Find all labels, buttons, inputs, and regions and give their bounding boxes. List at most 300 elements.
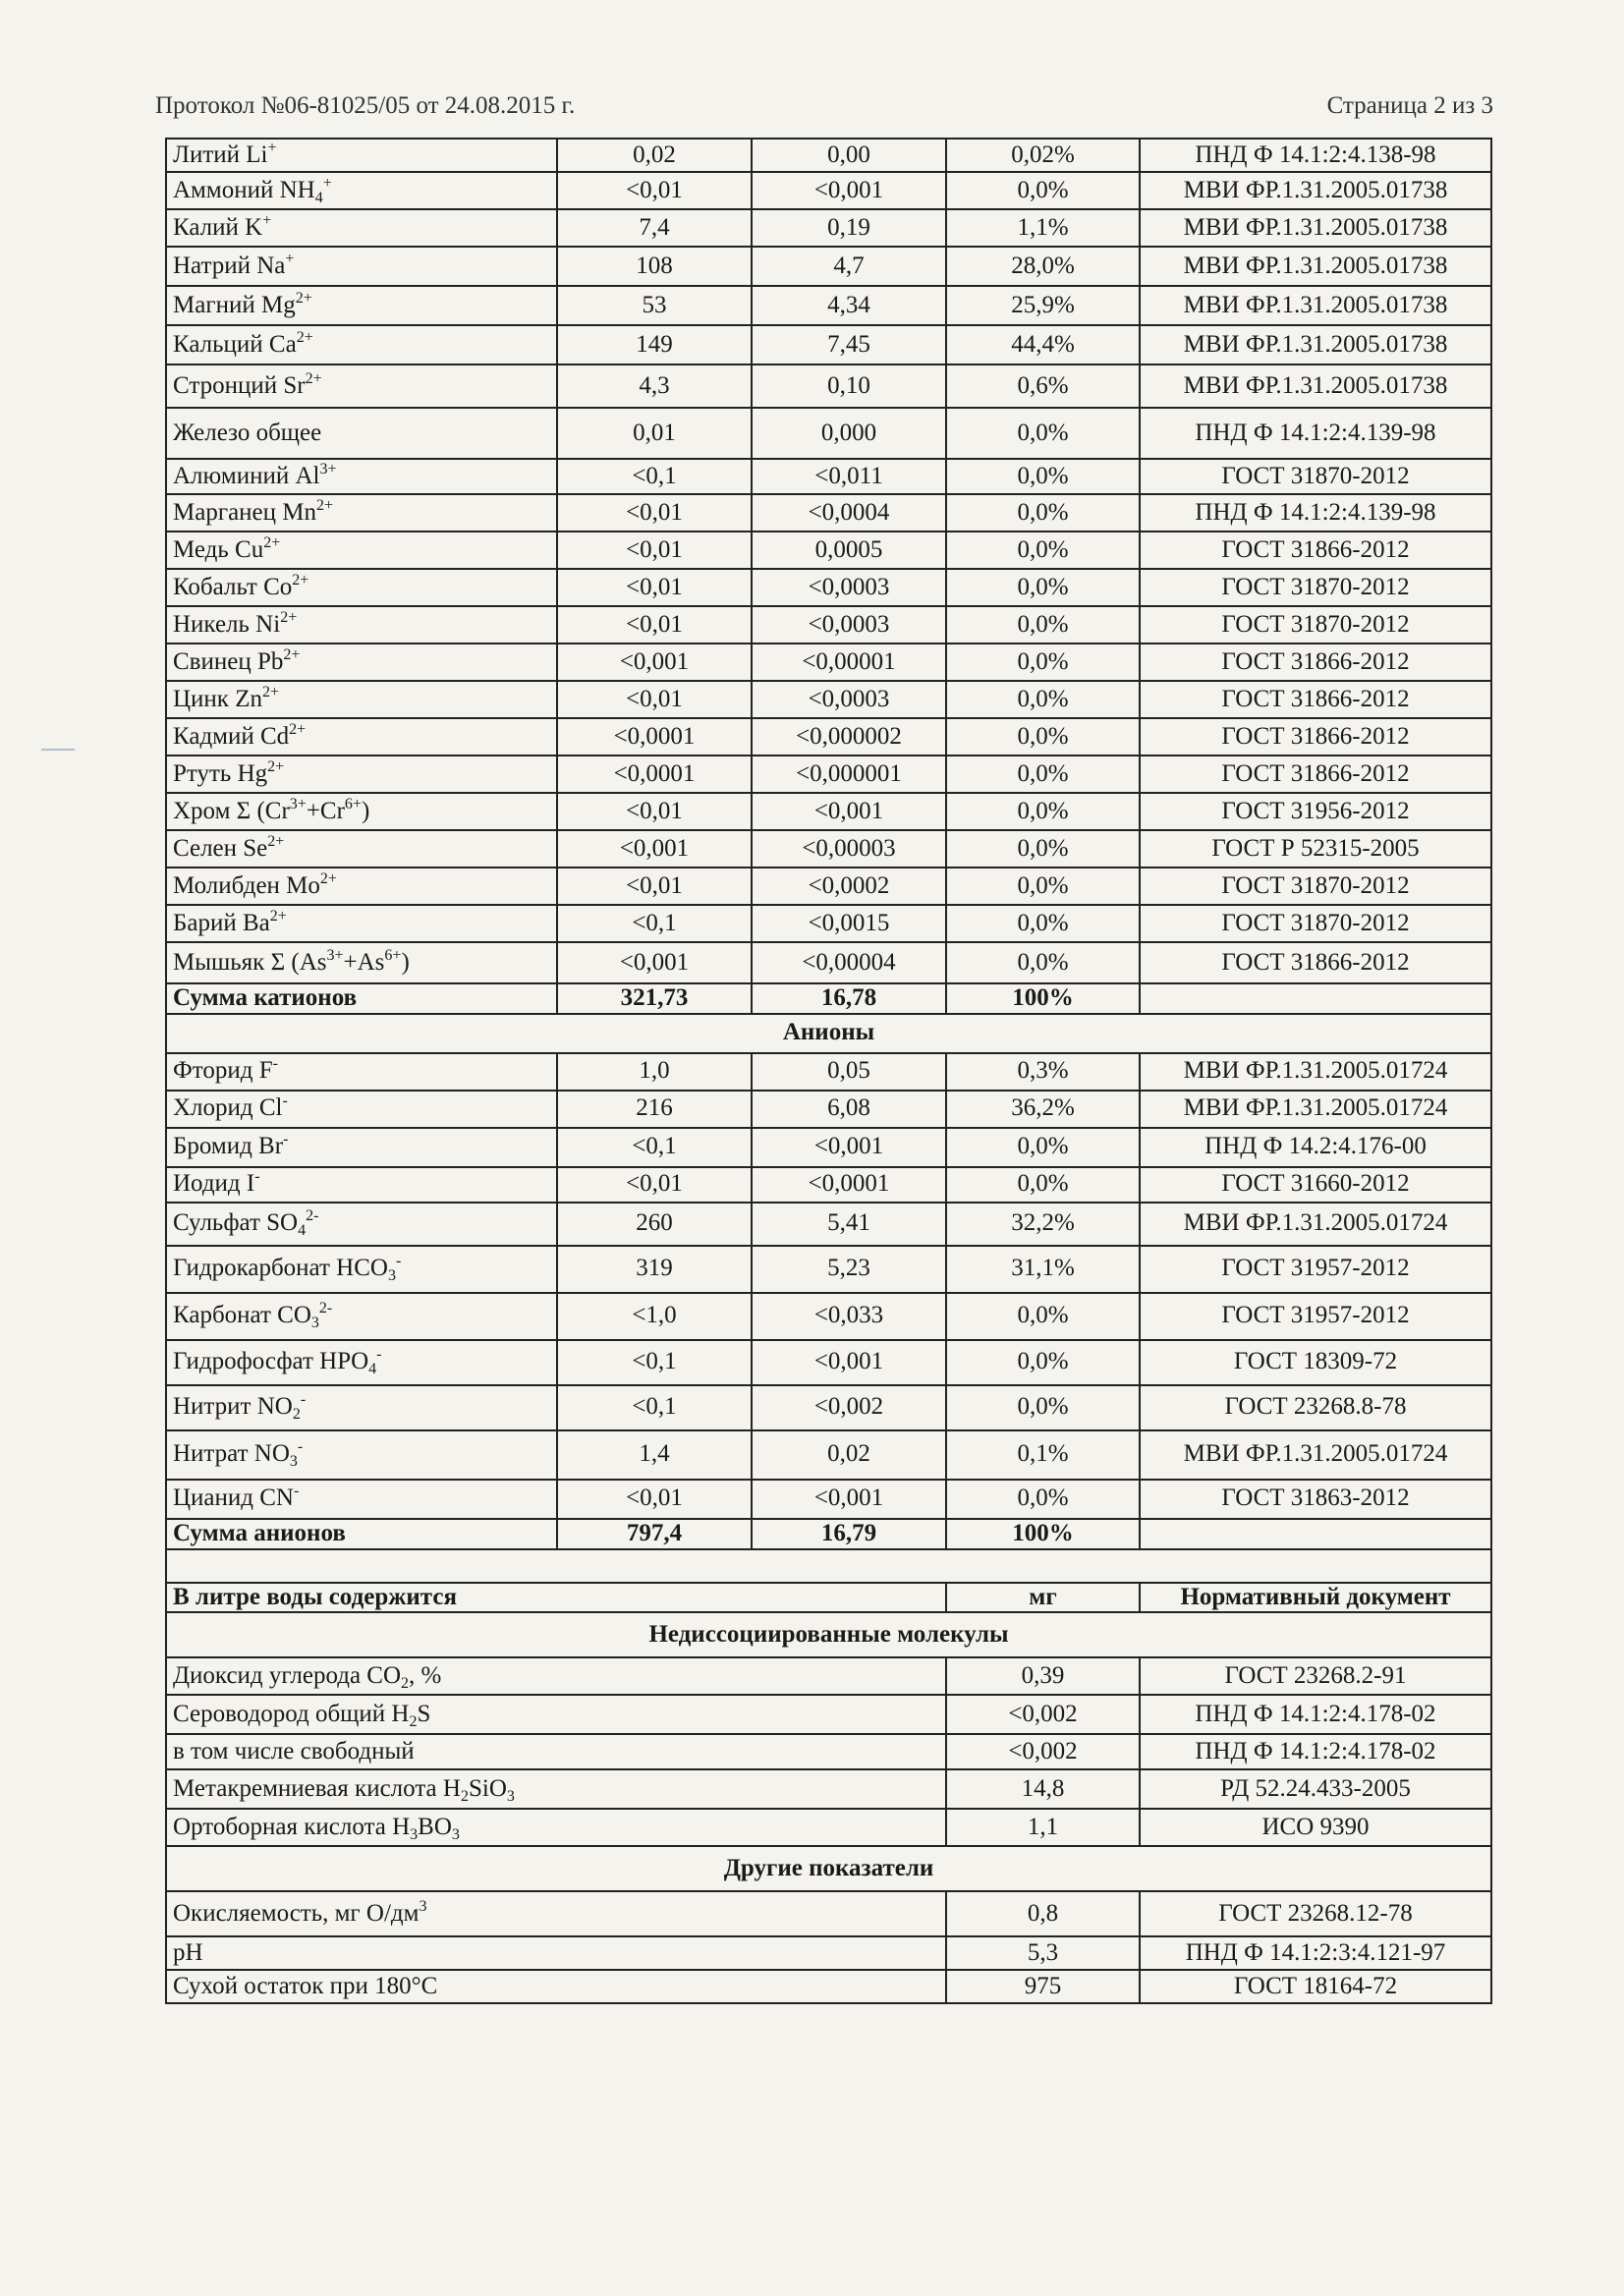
item-name-text: Окисляемость, мг O/дм	[173, 1899, 420, 1927]
item-name	[166, 364, 557, 408]
value-mmol: <0,011	[752, 459, 946, 494]
item-name-text: Свинец Pb	[173, 647, 284, 675]
normative-doc: ПНД Ф 14.1:2:4.178-02	[1140, 1695, 1491, 1734]
value-mmol: <0,00004	[752, 942, 946, 983]
value-mg: <0,01	[557, 793, 752, 830]
item-name-text: Марганец Mn	[173, 498, 317, 526]
anion-row	[166, 1053, 1491, 1091]
item-name-text: Нитрит NO	[173, 1393, 293, 1421]
item-superscript: 2+	[319, 869, 337, 887]
value-mmol: <0,033	[752, 1293, 946, 1340]
normative-doc: МВИ ФР.1.31.2005.01738	[1140, 172, 1491, 209]
item-superscript: -	[254, 1168, 260, 1186]
item-name	[166, 1167, 557, 1203]
molecule-row	[166, 1809, 1491, 1846]
analysis-table	[165, 138, 1492, 2004]
value-pct: 0,0%	[946, 494, 1140, 532]
cation-row	[166, 494, 1491, 532]
cation-row	[166, 325, 1491, 364]
item-superscript: 2+	[289, 720, 307, 738]
value-mmol: 5,41	[752, 1203, 946, 1246]
blank-row	[166, 1549, 1491, 1583]
value-mg: <0,001	[557, 644, 752, 681]
item-name-text: Аммоний NH	[173, 176, 315, 203]
item-superscript: 3+	[289, 795, 307, 812]
value-pct: 44,4%	[946, 325, 1140, 364]
molecule-row	[166, 1657, 1491, 1695]
normative-doc: ГОСТ 31870-2012	[1140, 868, 1491, 905]
item-name	[166, 793, 557, 830]
value-mmol: 0,000	[752, 408, 946, 459]
normative-doc: МВИ ФР.1.31.2005.01738	[1140, 286, 1491, 325]
item-subscript: 3	[410, 1825, 419, 1843]
molecules-section	[166, 1657, 1491, 1846]
item-name-text: Диоксид углерода CO	[173, 1661, 402, 1689]
item-value: 975	[946, 1970, 1140, 2003]
normative-doc: ГОСТ 31866-2012	[1140, 718, 1491, 756]
value-mg: <0,01	[557, 569, 752, 606]
item-name	[166, 1128, 557, 1167]
value-mmol: <0,0001	[752, 1167, 946, 1203]
cation-row	[166, 793, 1491, 830]
normative-doc: ГОСТ 31866-2012	[1140, 681, 1491, 718]
normative-doc: МВИ ФР.1.31.2005.01738	[1140, 325, 1491, 364]
item-superscript: 2+	[263, 533, 281, 551]
item-subscript: 2	[401, 1674, 410, 1692]
value-mmol: 0,19	[752, 209, 946, 247]
normative-doc: ГОСТ 31956-2012	[1140, 793, 1491, 830]
item-superscript: 3+	[326, 946, 344, 964]
value-mg: <0,0001	[557, 718, 752, 756]
cation-row	[166, 139, 1491, 172]
value-mmol: <0,0003	[752, 606, 946, 644]
anion-row	[166, 1246, 1491, 1293]
normative-doc: ГОСТ 31866-2012	[1140, 756, 1491, 793]
item-superscript: -	[282, 1092, 288, 1110]
anion-row	[166, 1340, 1491, 1385]
item-name-text: Молибден Mo	[173, 871, 320, 899]
item-name-text-2: , %	[409, 1661, 442, 1689]
value-pct: 0,0%	[946, 569, 1140, 606]
value-mg: <0,01	[557, 494, 752, 532]
cation-row	[166, 905, 1491, 942]
value-mmol: <0,0003	[752, 681, 946, 718]
item-name-text: Кадмий Cd	[173, 722, 290, 750]
item-name-text-2: S	[417, 1700, 431, 1727]
item-name-text: Гидрокарбонат HCO	[173, 1255, 388, 1282]
value-pct: 0,0%	[946, 793, 1140, 830]
item-superscript: 2+	[261, 683, 280, 700]
item-name	[166, 247, 557, 286]
item-name	[166, 606, 557, 644]
normative-doc: ГОСТ Р 52315-2005	[1140, 830, 1491, 868]
item-name	[166, 868, 557, 905]
item-name	[166, 1053, 557, 1091]
value-pct: 0,0%	[946, 868, 1140, 905]
item-subscript: 4	[298, 1222, 307, 1240]
item-superscript: 2+	[267, 757, 285, 775]
item-name-text: Цианид CN	[173, 1484, 294, 1512]
cation-row	[166, 364, 1491, 408]
normative-doc: ИСО 9390	[1140, 1809, 1491, 1846]
item-name-text: pH	[173, 1938, 203, 1966]
normative-doc: ПНД Ф 14.1:2:4.139-98	[1140, 494, 1491, 532]
value-mmol: <0,0015	[752, 905, 946, 942]
value-mmol: <0,001	[752, 793, 946, 830]
value-mg: <1,0	[557, 1293, 752, 1340]
item-name-text: Барий Ba	[173, 909, 270, 936]
normative-doc: РД 52.24.433-2005	[1140, 1769, 1491, 1809]
value-mmol: <0,001	[752, 1340, 946, 1385]
value-mmol: 6,08	[752, 1091, 946, 1128]
value-mg: <0,001	[557, 830, 752, 868]
value-mmol: 5,23	[752, 1246, 946, 1293]
value-mmol: 0,10	[752, 364, 946, 408]
item-superscript-2: 6+	[384, 946, 402, 964]
item-name	[166, 905, 557, 942]
value-mg: 260	[557, 1203, 752, 1246]
item-name	[166, 1695, 946, 1734]
value-mg: <0,001	[557, 942, 752, 983]
item-name-text: Кобальт Co	[173, 573, 293, 600]
cation-row	[166, 459, 1491, 494]
item-name-text-3: )	[401, 948, 410, 976]
item-name-text: Натрий Na	[173, 252, 286, 279]
item-name-text: Метакремниевая кислота H	[173, 1774, 461, 1802]
item-value: 14,8	[946, 1769, 1140, 1809]
item-superscript: 2+	[305, 369, 322, 387]
normative-doc: ГОСТ 31863-2012	[1140, 1480, 1491, 1519]
normative-doc: МВИ ФР.1.31.2005.01724	[1140, 1091, 1491, 1128]
other-row	[166, 1970, 1491, 2003]
item-name	[166, 459, 557, 494]
normative-doc: ГОСТ 23268.8-78	[1140, 1385, 1491, 1430]
item-name-text: Литий Li	[173, 140, 268, 168]
value-mg: <0,1	[557, 905, 752, 942]
item-name	[166, 209, 557, 247]
item-subscript: 3	[310, 1315, 319, 1332]
normative-doc: ГОСТ 31866-2012	[1140, 942, 1491, 983]
cation-row	[166, 718, 1491, 756]
value-mmol: 0,00	[752, 139, 946, 172]
item-value: 5,3	[946, 1936, 1140, 1970]
item-name-text: Бромид Br	[173, 1133, 284, 1160]
cation-row	[166, 532, 1491, 569]
second-header-doc: Нормативный документ	[1140, 1583, 1491, 1613]
anions-total-doc	[1140, 1519, 1491, 1549]
item-subscript: 4	[314, 189, 323, 206]
item-superscript: +	[267, 139, 277, 156]
normative-doc: МВИ ФР.1.31.2005.01738	[1140, 209, 1491, 247]
value-pct: 0,0%	[946, 172, 1140, 209]
item-superscript: 2+	[316, 496, 334, 514]
item-superscript: -	[376, 1346, 382, 1364]
item-name-text-3: )	[361, 797, 370, 824]
cations-section	[166, 139, 1491, 983]
item-name-text: Никель Ni	[173, 610, 281, 638]
value-mg: 7,4	[557, 209, 752, 247]
item-name-text: Цинк Zn	[173, 685, 262, 712]
cations-total-label: Сумма катионов	[166, 983, 557, 1014]
value-mg: <0,01	[557, 681, 752, 718]
item-name	[166, 1657, 946, 1695]
item-name-text-2: SiO	[468, 1774, 507, 1802]
value-mg: <0,01	[557, 868, 752, 905]
item-name	[166, 1385, 557, 1430]
value-pct: 0,0%	[946, 459, 1140, 494]
normative-doc: МВИ ФР.1.31.2005.01724	[1140, 1203, 1491, 1246]
item-superscript: 2+	[269, 907, 287, 924]
value-mg: 216	[557, 1091, 752, 1128]
cation-row	[166, 209, 1491, 247]
cation-row	[166, 681, 1491, 718]
molecules-header: Недиссоциированные молекулы	[166, 1612, 1491, 1657]
cation-row	[166, 569, 1491, 606]
normative-doc: ГОСТ 31957-2012	[1140, 1293, 1491, 1340]
cation-row	[166, 247, 1491, 286]
value-pct: 0,0%	[946, 942, 1140, 983]
item-name-text: Карбонат CO	[173, 1302, 311, 1329]
molecule-row	[166, 1734, 1491, 1769]
value-mmol: 0,0005	[752, 532, 946, 569]
scan-mark	[41, 749, 75, 751]
item-name-text: Хром Σ (Cr	[173, 797, 290, 824]
value-mg: <0,01	[557, 172, 752, 209]
item-name-text-2: +Cr	[306, 797, 345, 824]
value-mmol: <0,000002	[752, 718, 946, 756]
cation-row	[166, 172, 1491, 209]
item-name	[166, 942, 557, 983]
item-name	[166, 172, 557, 209]
page-number: Страница 2 из 3	[1326, 92, 1493, 119]
normative-doc: ГОСТ 31870-2012	[1140, 569, 1491, 606]
molecule-row	[166, 1695, 1491, 1734]
value-pct: 1,1%	[946, 209, 1140, 247]
normative-doc: МВИ ФР.1.31.2005.01738	[1140, 364, 1491, 408]
cation-row	[166, 942, 1491, 983]
normative-doc: МВИ ФР.1.31.2005.01724	[1140, 1053, 1491, 1091]
cation-row	[166, 868, 1491, 905]
molecule-row	[166, 1769, 1491, 1809]
value-mmol: <0,001	[752, 1128, 946, 1167]
second-header-label: В литре воды содержится	[166, 1583, 946, 1613]
item-name-text-2: +As	[343, 948, 385, 976]
value-pct: 0,0%	[946, 905, 1140, 942]
anion-row	[166, 1430, 1491, 1480]
value-mg: <0,1	[557, 1385, 752, 1430]
normative-doc: ПНД Ф 14.1:2:4.178-02	[1140, 1734, 1491, 1769]
value-mmol: <0,0002	[752, 868, 946, 905]
normative-doc: ПНД Ф 14.1:2:4.138-98	[1140, 139, 1491, 172]
value-mmol: <0,000001	[752, 756, 946, 793]
item-name	[166, 1970, 946, 2003]
item-name	[166, 1734, 946, 1769]
value-pct: 32,2%	[946, 1203, 1140, 1246]
item-name-text: Железо общее	[173, 419, 322, 446]
value-mg: <0,01	[557, 606, 752, 644]
normative-doc: МВИ ФР.1.31.2005.01724	[1140, 1430, 1491, 1480]
item-name	[166, 494, 557, 532]
anion-row	[166, 1293, 1491, 1340]
normative-doc: ГОСТ 23268.2-91	[1140, 1657, 1491, 1695]
item-name	[166, 325, 557, 364]
item-name-text: Гидрофосфат HPO	[173, 1348, 369, 1375]
normative-doc: ГОСТ 31866-2012	[1140, 532, 1491, 569]
item-name	[166, 1430, 557, 1480]
value-mg: <0,01	[557, 1480, 752, 1519]
cation-row	[166, 830, 1491, 868]
item-name	[166, 1936, 946, 1970]
anion-row	[166, 1385, 1491, 1430]
other-header-row	[166, 1846, 1491, 1891]
anions-total-section	[166, 1519, 1491, 1658]
item-name-text: Иодид I	[173, 1170, 255, 1198]
value-pct: 0,0%	[946, 756, 1140, 793]
item-name-text: Кальций Ca	[173, 330, 297, 358]
molecules-header-row	[166, 1612, 1491, 1657]
item-superscript: 2+	[280, 608, 298, 626]
value-pct: 0,0%	[946, 1167, 1140, 1203]
value-mmol: <0,001	[752, 1480, 946, 1519]
protocol-title: Протокол №06-81025/05 от 24.08.2015 г.	[155, 92, 576, 119]
anions-header-row	[166, 1014, 1491, 1053]
value-mg: 0,02	[557, 139, 752, 172]
value-pct: 0,0%	[946, 606, 1140, 644]
second-header-row	[166, 1583, 1491, 1613]
value-pct: 0,0%	[946, 1480, 1140, 1519]
cation-row	[166, 286, 1491, 325]
item-superscript: -	[294, 1483, 300, 1500]
normative-doc: ГОСТ 18309-72	[1140, 1340, 1491, 1385]
anion-row	[166, 1480, 1491, 1519]
value-mg: <0,01	[557, 1167, 752, 1203]
cation-row	[166, 644, 1491, 681]
value-mg: 108	[557, 247, 752, 286]
cations-total-mmol: 16,78	[752, 983, 946, 1014]
item-value: 0,39	[946, 1657, 1140, 1695]
item-name-text: Медь Cu	[173, 535, 264, 563]
anion-row	[166, 1091, 1491, 1128]
value-pct: 0,0%	[946, 408, 1140, 459]
item-superscript: 2+	[267, 832, 285, 850]
item-superscript-2: 6+	[344, 795, 362, 812]
value-pct: 0,0%	[946, 830, 1140, 868]
item-name	[166, 1246, 557, 1293]
value-pct: 31,1%	[946, 1246, 1140, 1293]
item-name-text: Стронций Sr	[173, 371, 306, 399]
value-pct: 0,0%	[946, 1128, 1140, 1167]
item-name	[166, 756, 557, 793]
anions-section	[166, 1053, 1491, 1519]
item-superscript: 2+	[292, 571, 309, 588]
normative-doc: МВИ ФР.1.31.2005.01738	[1140, 247, 1491, 286]
item-superscript: 2+	[283, 645, 301, 663]
value-pct: 0,0%	[946, 681, 1140, 718]
item-name	[166, 644, 557, 681]
item-superscript: 3+	[319, 460, 337, 477]
item-name	[166, 830, 557, 868]
anions-header: Анионы	[166, 1014, 1491, 1053]
value-mmol: 0,05	[752, 1053, 946, 1091]
value-mg: <0,01	[557, 532, 752, 569]
normative-doc: ГОСТ 31870-2012	[1140, 905, 1491, 942]
value-mmol: 4,34	[752, 286, 946, 325]
cations-total-doc	[1140, 983, 1491, 1014]
anion-row	[166, 1167, 1491, 1203]
value-mmol: 0,02	[752, 1430, 946, 1480]
value-mmol: <0,00001	[752, 644, 946, 681]
normative-doc: ГОСТ 18164-72	[1140, 1970, 1491, 2003]
item-subscript: 2	[292, 1406, 301, 1424]
anions-total-mg: 797,4	[557, 1519, 752, 1549]
other-section	[166, 1891, 1491, 2003]
anion-row	[166, 1128, 1491, 1167]
item-name-text: Ртуть Hg	[173, 759, 268, 787]
item-name-text: Мышьяк Σ (As	[173, 948, 327, 976]
value-pct: 0,0%	[946, 1293, 1140, 1340]
item-name	[166, 1809, 946, 1846]
value-mg: 319	[557, 1246, 752, 1293]
value-mmol: 4,7	[752, 247, 946, 286]
value-mmol: <0,0004	[752, 494, 946, 532]
other-row	[166, 1936, 1491, 1970]
cations-total-row	[166, 983, 1491, 1014]
item-superscript: 2+	[295, 289, 312, 307]
value-mmol: <0,00003	[752, 830, 946, 868]
value-mmol: <0,002	[752, 1385, 946, 1430]
value-mg: <0,0001	[557, 756, 752, 793]
value-mmol: <0,001	[752, 172, 946, 209]
item-name	[166, 1891, 946, 1936]
cation-row	[166, 408, 1491, 459]
item-name-text: Сероводород общий H	[173, 1700, 410, 1727]
item-name-text: Нитрат NO	[173, 1440, 290, 1468]
item-subscript-2: 3	[506, 1787, 515, 1805]
normative-doc: ГОСТ 31866-2012	[1140, 644, 1491, 681]
item-subscript: 4	[368, 1361, 377, 1378]
second-header-unit: мг	[946, 1583, 1140, 1613]
item-name-text-2: BO	[418, 1813, 452, 1840]
item-value: <0,002	[946, 1695, 1140, 1734]
normative-doc: ГОСТ 31660-2012	[1140, 1167, 1491, 1203]
anions-total-mmol: 16,79	[752, 1519, 946, 1549]
item-name	[166, 1480, 557, 1519]
item-name-text: Сухой остаток при 180°С	[173, 1972, 438, 1999]
value-pct: 25,9%	[946, 286, 1140, 325]
other-header: Другие показатели	[166, 1846, 1491, 1891]
item-subscript: 3	[387, 1267, 396, 1285]
item-value: 1,1	[946, 1809, 1140, 1846]
value-pct: 0,0%	[946, 1385, 1140, 1430]
other-header-section	[166, 1846, 1491, 1891]
value-pct: 0,0%	[946, 718, 1140, 756]
item-name	[166, 681, 557, 718]
item-superscript: +	[285, 250, 295, 267]
value-pct: 0,02%	[946, 139, 1140, 172]
item-subscript: 2	[409, 1712, 418, 1730]
cation-row	[166, 606, 1491, 644]
item-name-text: Ортоборная кислота H	[173, 1813, 411, 1840]
item-name-text: Фторид F	[173, 1057, 273, 1085]
item-subscript: 3	[289, 1453, 298, 1471]
value-pct: 0,1%	[946, 1430, 1140, 1480]
item-name-text: Селен Se	[173, 834, 268, 862]
item-value: 0,8	[946, 1891, 1140, 1936]
item-name	[166, 532, 557, 569]
blank-cell	[166, 1549, 1491, 1583]
value-pct: 28,0%	[946, 247, 1140, 286]
value-mg: 4,3	[557, 364, 752, 408]
